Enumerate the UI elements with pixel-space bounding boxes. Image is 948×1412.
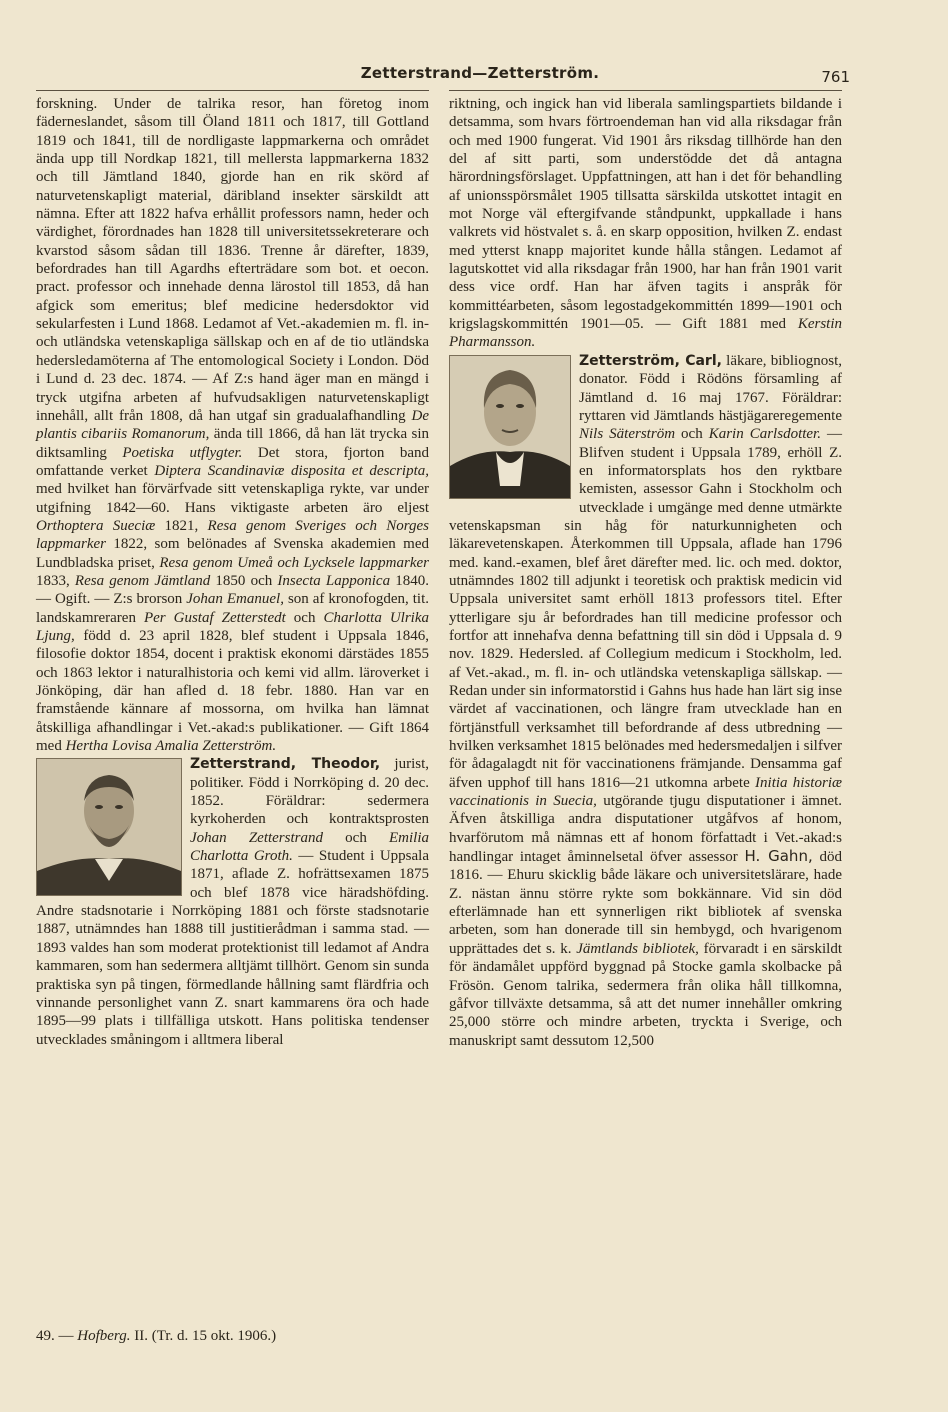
header-rule-right bbox=[449, 90, 842, 91]
entry-name-zetterstrom: Zetterström, Carl, bbox=[579, 352, 722, 369]
portrait-zetterstrom bbox=[449, 355, 571, 499]
entry-zetterstrom: Zetterström, Carl, läkare, bibliognost, donator. Född i Rödöns församling af Jämtland d. 16 maj 1767. Föräldrar: ryttaren vid Jämtlands hästjägareregemente Nils Säterström och Karin Carlsdotter. — Blifven student i Uppsala 1789, erhöll Z. en informatorsplats hos den ryktbare kemisten, assessor Gahn i Stockholm och utvecklade i umgänge med denne utmärkte vetenskapsman sin håg för naturkunnigheten och läkarevetenskapen. Återkommen till Uppsala, aflade han 1796 med. kand.-examen, blef året därefter med. lic. och med. doktor, utnämndes 1802 till adjunkt i teoretisk och praktisk medicin vid Uppsala universitet samt erhöll 1813 professors titel. Efter ytterligare sju år befordrades han till medicine professor och fortfor att innehafva denna befattning till sin död i Uppsala d. 9 nov. 1829. Hedersled. af Collegium medicum i Stockholm, led. af Vet.-akad., m. fl. in- och utländska vetenskapliga sällskap. — Redan under sin informatorstid i Gahns hus hade han lärt sig inse värdet af vaccinationen, och längre fram utvecklade han en förtjänstfull verksamhet till befordrande af dess utbredning — hvilken verksamhet 1815 belönades med hedersmedaljen i silfver för ådagalagdt nit för vaccinationens främjande. Densamma gaf äfven upphof till hans 1816—21 utkomna arbete Initia historiæ vaccinationis in Suecia, utgörande tjugu disputationer i ämnet. Äfven åtskilliga andra disputationer utgåfvos af honom, hvarförutom må nämnas ett af honom författadt i Vet.-akad:s handlingar intaget åminnelsetal öfver assessor H. Gahn, död 1816. — Ehuru skicklig både läkare och universitetslärare, hade Z. nästan ännu större rykte som bokkännare. Vid sin död efterlämnade han ett synnerligen rikt bibliotek af svenska arbeten, som han donerade till sin hembygd, och hvarigenom upprättades det s. k. Jämtlands bibliotek, förvaradt i en särskildt för ändamålet uppförd byggnad på Stocke gamla skolbacke på Frösön. Genom talrika, sedermera från olika håll tillkomna, gåfvor tillväxte detsamma, så att det numer innehåller omkring 25,000 större och mindre arbeten, tryckta i Sverige, och manuskript samt dessutom 12,500 bbox=[449, 352, 843, 1049]
page-number: 761 bbox=[821, 68, 850, 86]
footer-signature: 49. — Hofberg. II. (Tr. d. 15 okt. 1906.) bbox=[36, 1328, 277, 1344]
zetterstedt-continuation: forskning. Under de talrika resor, han företog inom fäderneslandet, såsom till Öland 1811 och 1817, till Gottland 1819 och 1841, till de nordligaste lappmarkerna och området ända upp till Nordkap 1821, till mellersta lappmarkerna 1832 och till Jämtland 1840, gjorde han en rik skörd af naturvetenskapligt material, däribland insekter särskildt att nämna. Efter att 1822 hafva erhållit professors namn, heder och värdighet, förordnades han 1828 till universitetssekreterare och kvarstod såsom sådan till 1836. Trenne år därefter, 1839, befordrades han till Agardhs efterträdare som bot. et oecon. pract. professor och innehade denna lärostol till 1853, då han afgick som emeritus; blef medicine hedersdoktor vid sekularfesten i Lund 1868. Ledamot af Vet.-akademien m. fl. in- och utländska vetenskapliga sällskap och en af de tio utländska hedersledamöterna af The entomological Society i London. Död i Lund d. 23 dec. 1874. — Af Z:s hand äger man en mängd i tryck utgifna arbeten af hufvudsakligen naturvetenskapligt innehåll, allt från 1808, då han utgaf sin gradualafhandling De plantis cibariis Romanorum, ända till 1866, då han lät trycka sin diktsamling Poetiska utflygter. Det stora, fjorton band omfattande verket Diptera Scandinaviæ disposita et descripta, med hvilket han förvärfvade sitt vetenskapliga rykte, var under utgifning 1842—60. Hans viktigaste arbeten äro eljest Orthoptera Sueciæ 1821, Resa genom Sveriges och Norges lappmarker 1822, som belönades af Svenska akademien med Lundbladska priset, Resa genom Umeå och Lycksele lappmarker 1833, Resa genom Jämtland 1850 och Insecta Lapponica 1840. — Ogift. — Z:s brorson Johan Emanuel, son af kronofogden, tit. landskamreraren Per Gustaf Zetterstedt och Charlotta Ulrika Ljung, född d. 23 april 1828, blef student i Uppsala 1846, filosofie doktor 1854, docent i praktisk ekonomi därstädes 1855 och 1863 lektor i naturalhistoria och kemi vid allm. läroverket i Jönköping, där han afled d. 18 febr. 1880. Han var en framstående kännare af mossorna, om hvilka han lämnat åtskilliga afhandlingar i Vet.-akad:s publikationer. — Gift 1864 med Hertha Lovisa Amalia Zetterström. bbox=[36, 96, 430, 755]
entry-zetterstrand: Zetterstrand, Theodor, jurist, politiker. Född i Norrköping d. 20 dec. 1852. Föräldrar: sedermera kyrkoherden och kontraktsprosten Johan Zetterstrand och Emilia Charlotta Groth. — Student i Uppsala 1871, aflade Z. hofrättsexamen 1875 och blef 1878 vice häradshöfding. Andre stadsnotarie i Norrköping 1881 och förste stadsnotarie 1887, utnämndes han 1888 till justitierådman i samma stad. — 1893 valdes han som moderat protektionist till ledamot af Andra kammaren, som han sedermera alltjämt tillhört. Genom sin sunda praktiska syn på tingen, förmedlande hållning samt flärdfria och vinnande personlighet vann Z. snart kammarens öra och hade 1895—99 plats i tillfälliga utskott. Hans politiska tendenser utvecklades småningom i alltmera liberal bbox=[36, 756, 429, 1048]
running-title: Zetterstrand—Zetterström. bbox=[360, 64, 600, 82]
left-column bbox=[36, 95, 429, 1049]
zetterstrand-continuation: riktning, och ingick han vid liberala samlingspartiets bildande i detsamma, som hvars förtroendeman han vid alla riksdagar från och med 1900 fungerat. Vid 1901 års riksdag tillhörde han den del af sitt parti, som understödde det då antagna härordningsförslaget. Uppfattningen, att han i det för behandling af unionsspörsmålet 1905 tillsatta särskilda utskottet intagit en mot Norge väl eftergifvande ståndpunkt, uppkallade i hans valkrets vid höstvalet s. å. en skarp opposition, hvilken Z. endast med ytterst knapp majoritet kunde hålla stången. Ledamot af lagutskottet vid alla riksdagar från 1900, har han från 1901 varit dess vice ordf. Han har äfven tagits i anspråk för kommittéarbeten, såsom legostadgekommittén 1899—1901 och krigslagskommittén 1901—05. — Gift 1881 med Kerstin Pharmansson. bbox=[449, 96, 842, 351]
header-rule-left bbox=[36, 90, 429, 91]
portrait-image bbox=[450, 356, 570, 498]
right-column bbox=[449, 95, 842, 1050]
portrait-image bbox=[37, 759, 181, 895]
portrait-zetterstrand bbox=[36, 758, 182, 896]
entry-name-zetterstrand: Zetterstrand, Theodor, bbox=[190, 756, 381, 773]
